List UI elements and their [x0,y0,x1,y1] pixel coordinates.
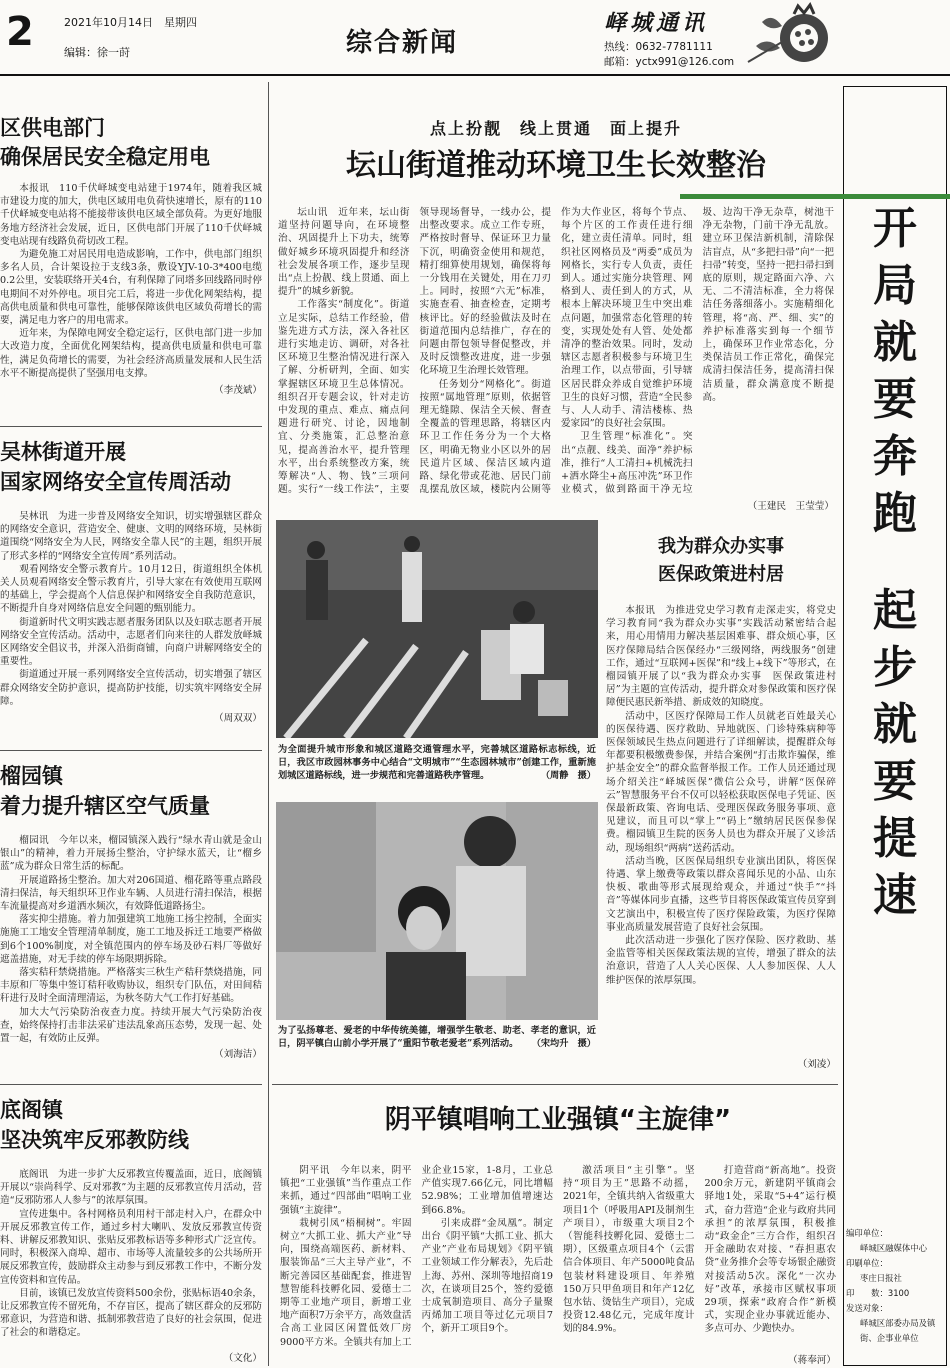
paragraph: 宣传进集中。各村网格员利用村干部走村入户，在群众中开展反邪教宣传工作，通过乡村大喇叭、发放反邪教宣传资料、讲解反邪教知识、张贴反邪教标语等多种形式广泛宣传。同时，积极深入商埠、超市、市场等人流量较多的公共场所开展反邪教宣传，鼓励群众主动参与到反邪教工作中，不断分发宣传资料和宣传品。 [0,1208,262,1286]
paragraph: 阴平讯 今年以来，阴平镇把“工业强镇”当作重点工作来抓，通过“四部曲”唱响工业强镇“主旋律”。 [280,1165,412,1216]
paragraph: 本报讯 为推进党史学习教育走深走实，将党史学习教育同“我为群众办实事”实践活动紧密结合起来，用心用情用力解决基层困难事、群众烦心事，区医疗保障局结合医保经办“三级网络，两线服务”创建工作，通过“互联网+医保”和“线上+线下”等形式，在榴园镇开展了以“我为群众办实事 医保政策进村居”为主题的宣传活动，提升群众对参保政策和医疗保障便民惠民新举措、新成效的知晓度。 [606,605,836,709]
divider [272,1084,838,1085]
lead-kicker: 点上扮靓 线上贯通 面上提升 [429,119,682,138]
slogan-char: 要 [873,756,917,807]
editor-credit: 编辑：徐一莳 [64,46,130,59]
byline: （李茂斌） [214,385,262,396]
headline-line1: 吴林街道开展 [0,440,126,464]
slogan-char: 起 [873,585,917,636]
paragraph: 本报讯 110千伏峄城变电站建于1974年，随着我区城市建设力度的加大，供电区域用电负荷快速增长，原有的110千伏峄城变电站将不能接带该供电区域全部负荷。为更好地服务地方经济社会发展，近日，区供电部门开展了110千伏峄城变电站现有线路负荷切改工程。 [0,183,262,247]
headline-line1: 我为群众办实事 [658,536,784,557]
slogan-char: 提 [873,813,917,864]
page-number: 2 [6,9,34,55]
accent-bar [680,194,950,199]
paragraph: 街道通过开展一系列网络安全宣传活动，切实增强了辖区群众网络安全防护意识，提高防护技能，切实筑牢网络安全屏障。 [0,669,262,707]
recipients-label: 发送对象： [846,1303,888,1313]
article-air-quality [0,762,262,1074]
printer: 枣庄日报社 [860,1273,902,1283]
slogan-char: 跑 [873,488,917,539]
slogan-char: 要 [873,374,917,425]
paragraph: 引来成群“金凤凰”。制定出台《阴平镇“大抓工业、抓大产业”产业布局规划》《阴平镇工业领域工作分解表》，先后赴上海、苏州、深圳等地招商19次，在谈项目25个，签约爱德士成氧制造项目、高分子量聚丙烯加工项目等过亿元项目7个，新开工项目9个。 [421,1217,553,1335]
bottom-headline: 阴平镇唱响工业强镇“主旋律” [384,1105,732,1135]
paragraph: 为避免施工对居民用电造成影响，工作中，供电部门组织多名人员，合计架设拉于支线3条，敷设YJV-10-3*400电缆0.2公里，安装联络开关4台，有利保障了同塔多回线路同时停电期间不对外停电。项目完工后，将进一步优化网架结构，提高供电质量和供电可靠性，能够保障该供电区域负荷增长的需要，满足电力客户的用电需求。 [0,249,262,327]
paragraph: 落实秸秆禁烧措施。严格落实三秋生产秸秆禁烧措施，同丰原和厂等集中签订秸秆收购协议，组织专门队伍，对田间秸秆进行及时全面清理清运，为秋冬防大气工作打好基础。 [0,967,262,1005]
paragraph: 榴园讯 今年以来，榴园镇深入践行“绿水青山就是金山银山”的精神，着力开展扬尘整治，守护绿水蓝天，让“榴乡蓝”成为群众日常生活的标配。 [0,835,262,873]
email: 邮箱：yctx991@126.com [604,56,735,68]
lead-byline: （王建民 王莹莹） [747,501,834,512]
headline-line1: 榴园镇 [0,764,63,788]
byline: （文化） [223,1353,262,1364]
paragraph: 工作落实“制度化”。街道立足实际，总结工作经验，借鉴先进方式方法，深入各社区进行实地走访、调研，对各社区环境卫生整治情况进行深入了解、分析研判，全面、如实掌握辖区环境卫生总体情况。组织召开专题会议，针对走访中发现的重点、难点、痛点问题进行研究、讨论，因地制宜、分类施策，汇总整治意见，提高善治水平，提升管理水平，出台系统整改方案，统筹解决“人、物、钱”三项问题。实行“一线工作法”，主要领导现场督导，一线办公，提出整改要求。成立工作专班，严格按时督导、保证环卫力量下沉，明确资金使用和规范，精打细算使用规划，确保将每一分钱用在关键处，用在刀刃上。同时，按照“六无”标准，实施查看、抽查检查，定期考核评比。好的经验做法及时在街道范围内总结推广，存在的问题由帮包领导督促整改，并及时反馈整改进度，进一步强化环境卫生治理长效管理。 [278,207,551,496]
divider [0,426,262,427]
paragraph: 吴林讯 为进一步普及网络安全知识，切实增强辖区群众的网络安全意识，营造安全、健康、文明的网络环境，吴林街道围绕“网络安全为人民，网络安全靠人民”的主题，组织开展了形式多样的“网络安全宣传周”系列活动。 [0,511,262,562]
photo-credit: （宋均升 摄） [531,1038,596,1049]
organizer-label: 编印单位： [846,1228,888,1238]
article-anti-cult [0,1096,262,1366]
article-power-supply [0,114,262,414]
imprint-box [846,1226,946,1346]
slogan-char: 局 [873,260,917,311]
caption-text: 为了弘扬尊老、爱老的中华传统美德，增强学生敬老、助老、孝老的意识，近日，阴平镇白山前小学开展了“重阳节敬老爱老”系列活动。 [278,1025,596,1049]
issue-date: 2021年10月14日 星期四 [64,16,197,29]
organizer: 峄城区融媒体中心 [860,1243,927,1253]
paragraph: 加大大气污染防治夜查力度。持续开展大气污染防治夜查，始终保持打击非法采矿违法乱象高压态势，发现一起、处置一起，有效防止反弹。 [0,1006,262,1045]
paragraph: 落实抑尘措施。着力加强建筑工地施工扬尘控制，全面实施施工工地安全管理清单制度，施工工地及拆迁工地要严格做到6个100%制度，对全镇范围内的停车场及砂石料厂等做好遮盖措施，对无手续的停车场限期拆除。 [0,914,262,965]
headline-line1: 区供电部门 [0,116,105,140]
paragraph: 观看网络安全警示教育片。10月12日，街道组织全体机关人员观看网络安全警示教育片，引导大家在有效使用互联网的基础上，学会提高个人信息保护和网络安全自我防范意识，不断提升自身对网络信息安全问题的甄别能力。 [0,563,262,615]
paragraph: 激活项目“主引擎”。坚持“项目为王”思路不动摇，2021年，全镇共纳入省级重大项目1个（呼吸用API及制剂生产项目），市级重大项目2个（智能科技孵化园、爱德士二期），区级重点项目4个（云雷信合体项目、年产5000吨食品包装材料建设项目、年养殖150万只甲鱼项目和年产12亿包水钻、烫钻生产项目），完成投资12.48亿元，完成年度计划的84.9%。 [563,1165,695,1335]
pomegranate-logo-icon [742,2,838,72]
headline-line2: 坚决筑牢反邪教防线 [0,1128,189,1152]
article-body [0,510,262,710]
slogan-char: 开 [873,203,917,254]
printer-label: 印刷单位： [846,1258,888,1268]
masthead-rule [0,74,950,76]
paragraph: 任务划分“网格化”。街道按照“属地管理”原则，依据管理无缝隙、保洁全天候、督查全覆盖的管理思路，将辖区内环卫工作任务分为一个大格区，明确无物业小区以外的居民道片区域、保洁区域内道路、绿化带或花池、居民门前乱摆乱放区域，楼院内公厕等作为大作业区，将每个节点、每个片区的工作责任进行细化，建立责任清单。同时，组织社区网格员及“两委”成员为网格长，实行专人负责，责任到人。通过实施分块管理、网格到人、责任到人的方式，从根本上解决环境卫生中突出难点问题，加强常态化管理的转变，实现处处有人管、处处都清净的整治效果。同时，发动辖区志愿者积极参与环境卫生治理工作，以点带面，引导辖区居民群众养成自觉维护环境卫生的良好习惯，营造“全民参与、人人动手、清洁楼栋、热爱家园”的良好社会氛围。 [419,207,693,496]
article-body [606,604,836,1056]
article-cyber-security [0,438,262,738]
article-body [0,1168,262,1350]
paragraph: 近年来，为保障电网安全稳定运行，区供电部门进一步加大改造力度，全面优化网架结构，提高供电质量和供电可靠性，满足负荷增长的需要，为社会经济高质量发展和人民生活水平不断提高提供了坚强用电支撑。 [0,328,262,379]
bottom-article-body [280,1164,836,1352]
paragraph: 活动中，区医疗保障局工作人员就老百姓最关心的医保待遇、医疗救助、异地就医、门诊特殊病种等医保领域民生热点问题进行了详细解读，提醒群众每年都要积极缴费参保，并结合案例“打击欺诈骗保，维护基金安全”的群众监督举报工作。工作人员还通过现场介绍关注“峄城医保”微信公众号，讲解“医保碎云”智慧服务平台不仅可以轻松获取医保电子凭证、医保最新政策、咨询电话、受理医保政务服务事项、意见建议，而且可以“掌上”“码上”缴纳居民医保参保费。榴园镇卫生院的医务人员也为群众开展了义诊活动，现场组织“两病”送药活动。 [606,710,836,854]
headline-line1: 底阁镇 [0,1098,63,1122]
headline-line2: 医保政策进村居 [658,564,784,585]
column-divider [268,82,269,1366]
paper-name: 峄城通讯 [604,10,709,36]
slogan-char: 速 [873,870,917,921]
byline: （刘凌） [797,1059,836,1070]
headline-line2: 着力提升辖区空气质量 [0,794,210,818]
paragraph: 栽树引凤“梧桐树”。牢固树立“大抓工业、抓大产业”导向，围绕高端医药、新材料、服装饰品“三大主导产业”，不断完善园区基础配套，推进智慧智能科技孵化园、爱德士二期等工业地产项目，新增工业地产面积7万余平方，高效盘活合高工业园区闲置低效厂房9000平方米。全镇共有加上工业企业15家，1-8月，工业总产值实现7.66亿元，同比增幅52.98%；工业增加值增速达到66.8%。 [280,1165,553,1348]
paragraph: 街道新时代文明实践志愿者服务团队以及妇联志愿者开展网络安全宣传活动。活动中，志愿者们向来往的人群发放峄城区网络安全倡议书，并深入沿街商铺，向商户讲解网络安全的重要性。 [0,616,262,668]
photo-credit: （周静 摄） [540,770,596,781]
paragraph: 底阁讯 为进一步扩大反邪教宣传覆盖面，近日，底阁镇开展以“崇尚科学、反对邪教”为主题的反邪教宣传月活动，营造“反邪防邪人人参与”的浓厚氛围。 [0,1169,262,1207]
slogan-gap [852,542,938,582]
photo-caption [278,743,596,795]
left-column [0,80,262,1368]
slogan-char: 奔 [873,431,917,482]
paragraph: 开展道路扬尘整治。加大对206国道、榴花路等重点路段清扫保洁，每天组织环卫作业车辆、人员进行清扫保洁，根据车流量提高对乡道洒水频次，有效降低道路扬尘。 [0,874,262,913]
byline: （周双双） [214,713,262,724]
copies: 印 数：3100 [846,1288,910,1298]
divider [0,1084,262,1085]
paragraph: 卫生管理“标准化”。突出“点靓、线美、面净”养护标准，推行“人工清扫+机械洗扫+洒水降尘+高压冲洗”环卫作业模式，做到路面干净无垃圾、边沟干净无杂草，树池干净无杂物，门前干净无乱放。建立环卫保洁新机制，清除保洁盲点，从“多把扫帚”向“一把扫帚”转变，坚持一把扫帚扫到底的原则，规定路面六净、六无、二不清洁标准，全力将保洁任务落细落小。实施精细化管理，将“高、严、细、实”的养护标准落实到每一个细节上，确保环卫作业常态化，分类保洁员工作正常化，确保完成清扫保洁任务，提高清扫保洁质量，群众满意度不断提高。 [561,207,834,496]
paragraph: 目前，该镇已发放宣传资料500余份，张贴标语40余条，让反邪教宣传不留死角，不存盲区，提高了辖区群众的反邪防邪意识，为营造和谐、抵制邪教营造了良好的社会氛围，促进了社会的和谐稳定。 [0,1287,262,1339]
byline: （刘海洁） [214,1049,262,1060]
article-body [0,182,262,382]
lead-article-body [278,206,834,498]
bottom-byline: （蒋奉河） [788,1355,836,1366]
article-body [0,834,262,1046]
vertical-slogan [852,200,938,924]
elder-care-photo [276,802,598,1020]
road-marking-photo [276,520,598,738]
slogan-char: 就 [873,317,917,368]
divider [0,750,262,751]
photo-caption [278,1024,596,1072]
slogan-char: 就 [873,699,917,750]
headline-line2: 国家网络安全宣传周活动 [0,470,231,494]
section-title: 综合新闻 [346,28,459,58]
lead-headline: 坛山街道推动环境卫生长效整治 [346,148,766,183]
paragraph: 此次活动进一步强化了医疗保险、医疗救助、基金监管等相关医保政策法规的宣传，增强了群众的法治意识，营造了人人关心医保、人人参加医保、人人维护医保的浓厚氛围。 [606,935,836,986]
article-healthcare [606,534,836,1074]
slogan-char: 步 [873,642,917,693]
caption-text: 为全面提升城市形象和城区道路交通管理水平，完善城区道路标志标线，近日，我区市政园林事务中心结合“文明城市”“生态园林城市”创建工作，重新施划城区道路标线，进一步规范和完善道路秩序管理。 [278,744,596,781]
hotline: 热线：0632-7781111 [604,41,713,53]
recipients: 峄城区部委办局及镇街、企事业单位 [860,1318,936,1343]
paragraph: 活动当晚，区医保局组织专业演出团队，将医保待遇、掌上缴费等政策以群众喜闻乐见的小品、山东快板、歌曲等形式展现给观众，并通过“快手”“抖音”等媒体同步直播，这些节目将医保政策宣传员穿到文艺演出中，积极宣传了医疗保险政策，为医疗保障事业高质量发展营造了良好社会氛围。 [606,855,836,933]
paragraph: 打造营商“新高地”。投资200余万元，新建阴平镇商会驿地1处，采取“5+4”运行模式，奋力营造“企业与政府共同承担”的浓厚氛围，积极推动“政金企”三方合作，组织召开金融助农对接、“春担惠农贷”业务推介会等专场银企融资对接活动5次。深化“一次办好”改革，承接市区赋权事项29项，探索“政府合作”新模式，实现企业办事就近能办、多点可办、少跑快办。 [704,1165,836,1335]
headline-line2: 确保居民安全稳定用电 [0,145,210,169]
contact-info [604,40,734,70]
paragraph: 坛山讯 近年来，坛山街道坚持问题导向，在环境整治、巩固提升上下功夫，统筹做好城乡环境巩固提升和经济社会发展各项工作，逐步呈现出“点上扮靓、线上贯通、面上提升”的城乡新貌。 [278,207,410,298]
